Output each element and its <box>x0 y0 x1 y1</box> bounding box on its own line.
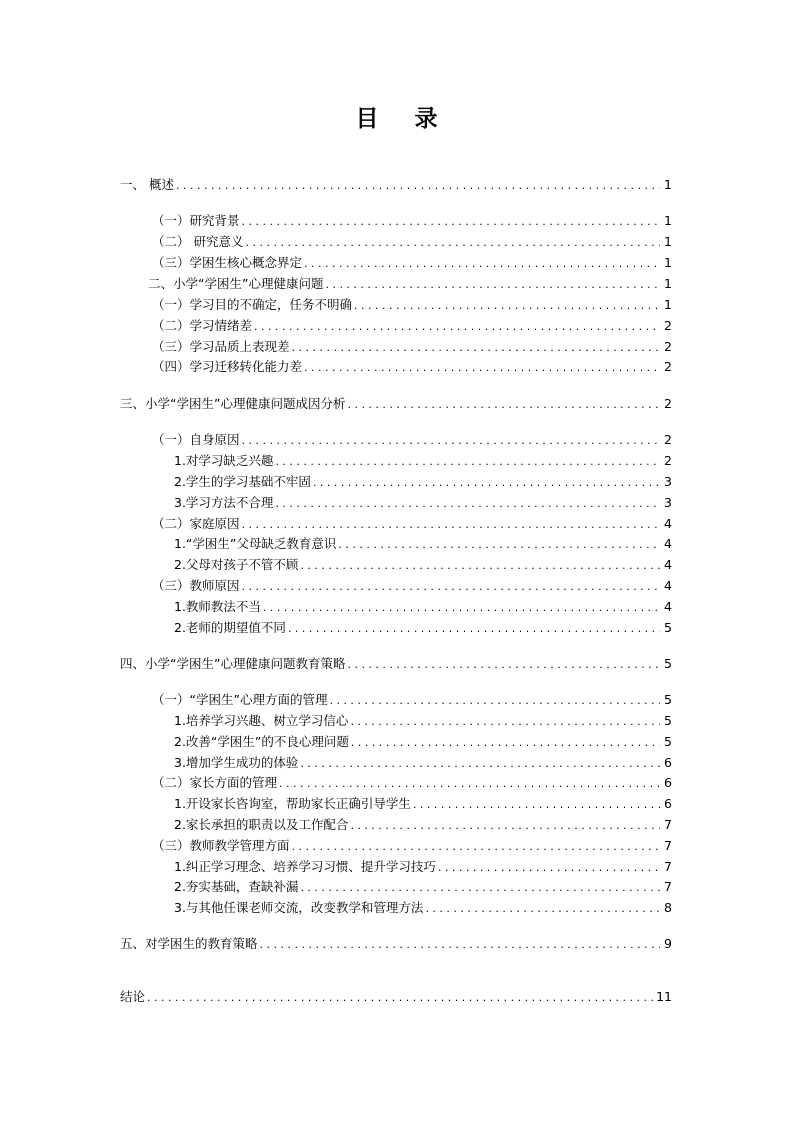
dot-leader <box>413 796 660 814</box>
dot-leader <box>313 474 660 492</box>
toc-entry[interactable] <box>120 878 672 897</box>
dot-leader <box>254 318 660 336</box>
toc-entry[interactable] <box>120 837 672 856</box>
toc-entry[interactable] <box>120 275 672 294</box>
toc-entry[interactable] <box>120 598 672 617</box>
toc-entry-label: （三）教师原因 <box>152 578 240 593</box>
toc-entry-page: 5 <box>664 692 672 707</box>
toc-entry-label: （一）学习目的不确定，任务不明确 <box>152 297 353 312</box>
toc-entry-label: 三、小学“学困生”心理健康问题成因分析 <box>120 396 346 411</box>
dot-leader <box>275 453 660 471</box>
dot-leader <box>176 177 660 195</box>
toc-entry-page: 1 <box>664 297 672 312</box>
toc-entry-label: 1.开设家长咨询室，帮助家长正确引导学生 <box>174 796 411 811</box>
toc-entry[interactable] <box>120 431 672 450</box>
toc-entry-page: 6 <box>664 755 672 770</box>
toc-entry-page: 2 <box>664 359 672 374</box>
toc-entry[interactable] <box>120 733 672 752</box>
dot-leader <box>292 838 660 856</box>
toc-entry[interactable] <box>120 254 672 273</box>
dot-leader <box>438 859 660 877</box>
toc-entry-label: 二、小学“学困生”心理健康问题 <box>148 276 324 291</box>
toc-entry[interactable] <box>120 452 672 471</box>
toc-entry[interactable] <box>120 712 672 731</box>
toc-entry-page: 5 <box>664 620 672 635</box>
dot-leader <box>351 734 660 752</box>
toc-entry-page: 11 <box>656 989 672 1004</box>
toc-entry[interactable] <box>120 296 672 315</box>
toc-entry[interactable] <box>120 515 672 534</box>
toc-entry-page: 2 <box>664 339 672 354</box>
toc-entry-label: （一）研究背景 <box>152 213 240 228</box>
toc-entry[interactable] <box>120 395 672 414</box>
toc-entry[interactable] <box>120 233 672 252</box>
toc-entry-label: （三）学困生核心概念界定 <box>152 255 303 270</box>
dot-leader <box>242 578 660 596</box>
toc-entry-page: 4 <box>664 578 672 593</box>
table-of-contents <box>120 0 672 1122</box>
dot-leader <box>347 396 660 414</box>
toc-entry[interactable] <box>120 988 672 1007</box>
dot-leader <box>279 775 660 793</box>
toc-entry[interactable] <box>120 754 672 773</box>
dot-leader <box>300 755 660 773</box>
toc-entry-page: 2 <box>664 396 672 411</box>
toc-entry-page: 3 <box>664 474 672 489</box>
toc-entry-label: 3.学习方法不合理 <box>174 495 274 510</box>
toc-entry[interactable] <box>120 655 672 674</box>
toc-entry-label: 四、小学“学困生”心理健康问题教育策略 <box>120 656 346 671</box>
dot-leader <box>242 432 660 450</box>
toc-entry-page: 5 <box>664 734 672 749</box>
toc-entry-page: 1 <box>664 213 672 228</box>
dot-leader <box>300 557 660 575</box>
dot-leader <box>275 495 660 513</box>
toc-entry[interactable] <box>120 795 672 814</box>
toc-entry-page: 1 <box>664 276 672 291</box>
toc-entry-page: 2 <box>664 432 672 447</box>
toc-entry-label: 2.家长承担的职责以及工作配合 <box>174 817 349 832</box>
toc-entry-page: 4 <box>664 516 672 531</box>
toc-entry[interactable] <box>120 619 672 638</box>
toc-entry-label: （三）学习品质上表现差 <box>152 339 290 354</box>
toc-entry-label: 2.改善“学困生”的不良心理问题 <box>174 734 349 749</box>
dot-leader <box>304 255 660 273</box>
toc-entry-page: 4 <box>664 536 672 551</box>
toc-entry-page: 5 <box>664 656 672 671</box>
dot-leader <box>325 276 660 294</box>
toc-entry-label: （四）学习迁移转化能力差 <box>152 359 303 374</box>
toc-entry[interactable] <box>120 691 672 710</box>
toc-entry-label: 一、 概述 <box>120 177 174 192</box>
toc-entry-page: 3 <box>664 495 672 510</box>
toc-entry[interactable] <box>120 935 672 954</box>
page-title: 目 录 <box>355 106 452 132</box>
toc-entry-label: 1.培养学习兴趣、树立学习信心 <box>174 713 349 728</box>
toc-entry[interactable] <box>120 774 672 793</box>
dot-leader <box>147 989 654 1007</box>
dot-leader <box>354 297 660 315</box>
dot-leader <box>338 536 660 554</box>
dot-leader <box>260 936 660 954</box>
toc-entry-page: 1 <box>664 255 672 270</box>
toc-entry[interactable] <box>120 494 672 513</box>
toc-entry-label: （二）学习情绪差 <box>152 318 253 333</box>
toc-entry-label: 2.父母对孩子不管不顾 <box>174 557 299 572</box>
dot-leader <box>263 599 660 617</box>
dot-leader <box>350 817 660 835</box>
dot-leader <box>245 234 660 252</box>
toc-entry[interactable] <box>120 358 672 377</box>
toc-entry-label: 2.老师的期望值不同 <box>174 620 286 635</box>
dot-leader <box>304 359 660 377</box>
toc-entry-label: （二） 研究意义 <box>152 234 244 249</box>
toc-entry-label: 1.“学困生”父母缺乏教育意识 <box>174 536 337 551</box>
dot-leader <box>242 213 660 231</box>
toc-entry-page: 1 <box>664 177 672 192</box>
toc-entry-page: 8 <box>664 900 672 915</box>
toc-entry-page: 1 <box>664 234 672 249</box>
toc-entry-page: 2 <box>664 318 672 333</box>
dot-leader <box>288 620 660 638</box>
dot-leader <box>292 339 660 357</box>
dot-leader <box>329 692 660 710</box>
toc-entry-page: 2 <box>664 453 672 468</box>
toc-entry[interactable] <box>120 176 672 195</box>
toc-entry-label: （二）家长方面的管理 <box>152 775 278 790</box>
dot-leader <box>242 516 660 534</box>
toc-entry-page: 7 <box>664 817 672 832</box>
toc-entry-label: （一）自身原因 <box>152 432 240 447</box>
toc-entry-page: 5 <box>664 713 672 728</box>
toc-entry[interactable] <box>120 338 672 357</box>
toc-entry[interactable] <box>120 816 672 835</box>
toc-entry-page: 7 <box>664 838 672 853</box>
toc-entry[interactable] <box>120 556 672 575</box>
toc-entry-label: （三）教师教学管理方面 <box>152 838 290 853</box>
toc-entry-label: 2.夯实基础，查缺补漏 <box>174 879 299 894</box>
toc-entry-page: 4 <box>664 599 672 614</box>
toc-entry-page: 7 <box>664 859 672 874</box>
toc-entry-label: 五、对学困生的教育策略 <box>120 936 258 951</box>
toc-entry-label: 3.与其他任课老师交流，改变教学和管理方法 <box>174 900 424 915</box>
toc-entry[interactable] <box>120 317 672 336</box>
toc-entry-label: 2.学生的学习基础不牢固 <box>174 474 311 489</box>
toc-entry[interactable] <box>120 899 672 918</box>
toc-entry-page: 6 <box>664 775 672 790</box>
toc-entry-page: 7 <box>664 879 672 894</box>
toc-entry[interactable] <box>120 473 672 492</box>
toc-entry-label: 结论 <box>120 989 146 1004</box>
toc-entry[interactable] <box>120 577 672 596</box>
toc-entry-label: 3.增加学生成功的体验 <box>174 755 299 770</box>
dot-leader <box>350 713 660 731</box>
toc-entry[interactable] <box>120 858 672 877</box>
toc-entry-label: 1.对学习缺乏兴趣 <box>174 453 274 468</box>
toc-entry-page: 9 <box>664 936 672 951</box>
toc-entry-page: 4 <box>664 557 672 572</box>
toc-entry[interactable] <box>120 212 672 231</box>
toc-entry-label: （一）“学困生”心理方面的管理 <box>152 692 328 707</box>
dot-leader <box>300 879 660 897</box>
toc-entry-label: （二）家庭原因 <box>152 516 240 531</box>
dot-leader <box>347 656 660 674</box>
dot-leader <box>425 900 660 918</box>
toc-entry-page: 6 <box>664 796 672 811</box>
toc-entry[interactable] <box>120 535 672 554</box>
toc-entry-label: 1.纠正学习理念、培养学习习惯、提升学习技巧 <box>174 859 436 874</box>
toc-entry-label: 1.教师教法不当 <box>174 599 261 614</box>
